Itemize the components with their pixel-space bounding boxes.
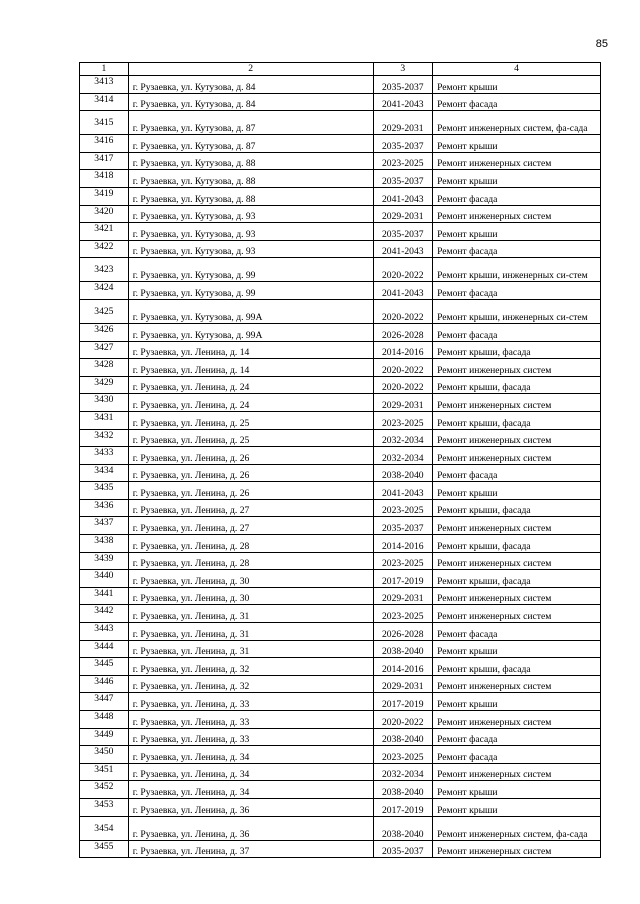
period-cell: 2023-2025 xyxy=(373,411,433,429)
row-number-cell: 3430 xyxy=(80,394,129,412)
row-number-cell: 3435 xyxy=(80,482,129,500)
work-type-cell: Ремонт фасада xyxy=(433,728,601,746)
table-row xyxy=(80,170,601,188)
table-row xyxy=(80,223,601,241)
table-row xyxy=(80,640,601,658)
period-cell: 2041-2043 xyxy=(373,282,433,300)
row-number-cell: 3415 xyxy=(80,111,129,135)
row-number-cell: 3431 xyxy=(80,411,129,429)
address-cell: г. Рузаевка, ул. Ленина, д. 26 xyxy=(128,447,373,465)
work-type-cell: Ремонт инженерных систем xyxy=(433,840,601,858)
period-cell: 2014-2016 xyxy=(373,341,433,359)
work-type-cell: Ремонт фасада xyxy=(433,746,601,764)
work-type-cell: Ремонт инженерных систем xyxy=(433,359,601,377)
address-cell: г. Рузаевка, ул. Кутузова, д. 88 xyxy=(128,152,373,170)
address-cell: г. Рузаевка, ул. Ленина, д. 34 xyxy=(128,763,373,781)
period-cell: 2017-2019 xyxy=(373,693,433,711)
period-cell: 2026-2028 xyxy=(373,323,433,341)
work-type-cell: Ремонт крыши, фасада xyxy=(433,570,601,588)
row-number-cell: 3442 xyxy=(80,605,129,623)
work-type-cell: Ремонт инженерных систем xyxy=(433,394,601,412)
period-cell: 2020-2022 xyxy=(373,359,433,377)
period-cell: 2026-2028 xyxy=(373,623,433,641)
work-type-cell: Ремонт инженерных систем xyxy=(433,587,601,605)
row-number-cell: 3448 xyxy=(80,711,129,729)
row-number-cell: 3434 xyxy=(80,464,129,482)
table-row xyxy=(80,376,601,394)
address-cell: г. Рузаевка, ул. Ленина, д. 31 xyxy=(128,640,373,658)
period-cell: 2020-2022 xyxy=(373,299,433,323)
address-cell: г. Рузаевка, ул. Ленина, д. 36 xyxy=(128,798,373,816)
row-number-cell: 3426 xyxy=(80,323,129,341)
table-row xyxy=(80,499,601,517)
work-type-cell: Ремонт инженерных систем xyxy=(433,447,601,465)
table-row xyxy=(80,728,601,746)
row-number-cell: 3420 xyxy=(80,205,129,223)
work-type-cell: Ремонт фасада xyxy=(433,464,601,482)
row-number-cell: 3444 xyxy=(80,640,129,658)
period-cell: 2038-2040 xyxy=(373,781,433,799)
row-number-cell: 3416 xyxy=(80,135,129,153)
row-number-cell: 3428 xyxy=(80,359,129,377)
address-cell: г. Рузаевка, ул. Кутузова, д. 99А xyxy=(128,323,373,341)
address-cell: г. Рузаевка, ул. Ленина, д. 32 xyxy=(128,658,373,676)
row-number-cell: 3424 xyxy=(80,282,129,300)
work-type-cell: Ремонт фасада xyxy=(433,93,601,111)
work-type-cell: Ремонт крыши xyxy=(433,640,601,658)
table-row xyxy=(80,205,601,223)
address-cell: г. Рузаевка, ул. Ленина, д. 25 xyxy=(128,411,373,429)
period-cell: 2029-2031 xyxy=(373,394,433,412)
period-cell: 2038-2040 xyxy=(373,640,433,658)
period-cell: 2032-2034 xyxy=(373,447,433,465)
row-number-cell: 3423 xyxy=(80,258,129,282)
row-number-cell: 3421 xyxy=(80,223,129,241)
work-type-cell: Ремонт инженерных систем, фа-сада xyxy=(433,111,601,135)
work-type-cell: Ремонт фасада xyxy=(433,282,601,300)
work-type-cell: Ремонт крыши, инженерных си-стем xyxy=(433,299,601,323)
row-number-cell: 3425 xyxy=(80,299,129,323)
work-type-cell: Ремонт инженерных систем xyxy=(433,517,601,535)
address-cell: г. Рузаевка, ул. Кутузова, д. 88 xyxy=(128,187,373,205)
address-cell: г. Рузаевка, ул. Ленина, д. 36 xyxy=(128,816,373,840)
address-cell: г. Рузаевка, ул. Ленина, д. 33 xyxy=(128,693,373,711)
row-number-cell: 3451 xyxy=(80,763,129,781)
work-type-cell: Ремонт крыши xyxy=(433,170,601,188)
row-number-cell: 3433 xyxy=(80,447,129,465)
address-cell: г. Рузаевка, ул. Ленина, д. 37 xyxy=(128,840,373,858)
table-row xyxy=(80,816,601,840)
table-row xyxy=(80,359,601,377)
table-row xyxy=(80,482,601,500)
table-row xyxy=(80,675,601,693)
table-row xyxy=(80,111,601,135)
table-row xyxy=(80,299,601,323)
period-cell: 2041-2043 xyxy=(373,187,433,205)
work-type-cell: Ремонт инженерных систем xyxy=(433,605,601,623)
work-type-cell: Ремонт фасада xyxy=(433,240,601,258)
row-number-cell: 3443 xyxy=(80,623,129,641)
address-cell: г. Рузаевка, ул. Ленина, д. 30 xyxy=(128,570,373,588)
period-cell: 2035-2037 xyxy=(373,76,433,94)
work-type-cell: Ремонт крыши, фасада xyxy=(433,535,601,553)
row-number-cell: 3441 xyxy=(80,587,129,605)
row-number-cell: 3429 xyxy=(80,376,129,394)
address-cell: г. Рузаевка, ул. Ленина, д. 27 xyxy=(128,517,373,535)
table-row xyxy=(80,93,601,111)
table-row xyxy=(80,693,601,711)
table-row xyxy=(80,781,601,799)
period-cell: 2023-2025 xyxy=(373,152,433,170)
address-cell: г. Рузаевка, ул. Ленина, д. 34 xyxy=(128,746,373,764)
period-cell: 2014-2016 xyxy=(373,658,433,676)
period-cell: 2038-2040 xyxy=(373,464,433,482)
row-number-cell: 3413 xyxy=(80,76,129,94)
table-header-row xyxy=(80,63,601,76)
address-cell: г. Рузаевка, ул. Кутузова, д. 84 xyxy=(128,93,373,111)
row-number-cell: 3414 xyxy=(80,93,129,111)
period-cell: 2038-2040 xyxy=(373,816,433,840)
address-cell: г. Рузаевка, ул. Кутузова, д. 93 xyxy=(128,240,373,258)
period-cell: 2020-2022 xyxy=(373,258,433,282)
row-number-cell: 3440 xyxy=(80,570,129,588)
address-cell: г. Рузаевка, ул. Ленина, д. 34 xyxy=(128,781,373,799)
address-cell: г. Рузаевка, ул. Ленина, д. 26 xyxy=(128,464,373,482)
table-row xyxy=(80,623,601,641)
table-row xyxy=(80,517,601,535)
table-row xyxy=(80,429,601,447)
address-cell: г. Рузаевка, ул. Кутузова, д. 87 xyxy=(128,111,373,135)
table-row xyxy=(80,711,601,729)
work-type-cell: Ремонт фасада xyxy=(433,187,601,205)
period-cell: 2014-2016 xyxy=(373,535,433,553)
table-row xyxy=(80,763,601,781)
row-number-cell: 3455 xyxy=(80,840,129,858)
period-cell: 2029-2031 xyxy=(373,675,433,693)
row-number-cell: 3432 xyxy=(80,429,129,447)
row-number-cell: 3438 xyxy=(80,535,129,553)
table-row xyxy=(80,341,601,359)
period-cell: 2035-2037 xyxy=(373,135,433,153)
table-row xyxy=(80,570,601,588)
address-cell: г. Рузаевка, ул. Ленина, д. 30 xyxy=(128,587,373,605)
work-type-cell: Ремонт инженерных систем xyxy=(433,711,601,729)
work-type-cell: Ремонт инженерных систем xyxy=(433,675,601,693)
header-cell: 1 xyxy=(80,63,129,76)
address-cell: г. Рузаевка, ул. Ленина, д. 33 xyxy=(128,728,373,746)
table-row xyxy=(80,394,601,412)
period-cell: 2041-2043 xyxy=(373,240,433,258)
row-number-cell: 3445 xyxy=(80,658,129,676)
capital-repair-table xyxy=(79,62,601,858)
table-row xyxy=(80,605,601,623)
work-type-cell: Ремонт инженерных систем, фа-сада xyxy=(433,816,601,840)
table-row xyxy=(80,76,601,94)
period-cell: 2035-2037 xyxy=(373,223,433,241)
table-row xyxy=(80,240,601,258)
period-cell: 2020-2022 xyxy=(373,711,433,729)
period-cell: 2017-2019 xyxy=(373,798,433,816)
period-cell: 2035-2037 xyxy=(373,840,433,858)
period-cell: 2035-2037 xyxy=(373,517,433,535)
period-cell: 2032-2034 xyxy=(373,763,433,781)
work-type-cell: Ремонт крыши, фасада xyxy=(433,341,601,359)
address-cell: г. Рузаевка, ул. Ленина, д. 28 xyxy=(128,552,373,570)
work-type-cell: Ремонт фасада xyxy=(433,323,601,341)
address-cell: г. Рузаевка, ул. Ленина, д. 27 xyxy=(128,499,373,517)
address-cell: г. Рузаевка, ул. Кутузова, д. 87 xyxy=(128,135,373,153)
work-type-cell: Ремонт инженерных систем xyxy=(433,763,601,781)
table-row xyxy=(80,552,601,570)
period-cell: 2029-2031 xyxy=(373,111,433,135)
row-number-cell: 3447 xyxy=(80,693,129,711)
period-cell: 2023-2025 xyxy=(373,746,433,764)
address-cell: г. Рузаевка, ул. Ленина, д. 14 xyxy=(128,359,373,377)
work-type-cell: Ремонт крыши xyxy=(433,135,601,153)
address-cell: г. Рузаевка, ул. Ленина, д. 31 xyxy=(128,623,373,641)
work-type-cell: Ремонт крыши, фасада xyxy=(433,411,601,429)
header-cell: 2 xyxy=(128,63,373,76)
address-cell: г. Рузаевка, ул. Кутузова, д. 93 xyxy=(128,223,373,241)
table-row xyxy=(80,840,601,858)
address-cell: г. Рузаевка, ул. Ленина, д. 32 xyxy=(128,675,373,693)
row-number-cell: 3418 xyxy=(80,170,129,188)
table-row xyxy=(80,323,601,341)
table-row xyxy=(80,535,601,553)
period-cell: 2029-2031 xyxy=(373,587,433,605)
table-row xyxy=(80,587,601,605)
work-type-cell: Ремонт инженерных систем xyxy=(433,152,601,170)
table-row xyxy=(80,798,601,816)
row-number-cell: 3446 xyxy=(80,675,129,693)
table-row xyxy=(80,746,601,764)
period-cell: 2023-2025 xyxy=(373,552,433,570)
work-type-cell: Ремонт крыши xyxy=(433,76,601,94)
address-cell: г. Рузаевка, ул. Кутузова, д. 99 xyxy=(128,282,373,300)
table-row xyxy=(80,152,601,170)
period-cell: 2023-2025 xyxy=(373,499,433,517)
work-type-cell: Ремонт крыши, фасада xyxy=(433,376,601,394)
address-cell: г. Рузаевка, ул. Кутузова, д. 99А xyxy=(128,299,373,323)
row-number-cell: 3437 xyxy=(80,517,129,535)
address-cell: г. Рузаевка, ул. Ленина, д. 28 xyxy=(128,535,373,553)
table-row xyxy=(80,187,601,205)
table-row xyxy=(80,135,601,153)
work-type-cell: Ремонт крыши xyxy=(433,798,601,816)
row-number-cell: 3419 xyxy=(80,187,129,205)
period-cell: 2035-2037 xyxy=(373,170,433,188)
table-row xyxy=(80,411,601,429)
work-type-cell: Ремонт крыши xyxy=(433,482,601,500)
table-row xyxy=(80,447,601,465)
header-cell: 3 xyxy=(373,63,433,76)
row-number-cell: 3450 xyxy=(80,746,129,764)
work-type-cell: Ремонт крыши, фасада xyxy=(433,499,601,517)
row-number-cell: 3427 xyxy=(80,341,129,359)
period-cell: 2041-2043 xyxy=(373,93,433,111)
row-number-cell: 3417 xyxy=(80,152,129,170)
row-number-cell: 3436 xyxy=(80,499,129,517)
table-row xyxy=(80,282,601,300)
work-type-cell: Ремонт крыши, инженерных си-стем xyxy=(433,258,601,282)
address-cell: г. Рузаевка, ул. Ленина, д. 25 xyxy=(128,429,373,447)
table-row xyxy=(80,258,601,282)
address-cell: г. Рузаевка, ул. Ленина, д. 33 xyxy=(128,711,373,729)
work-type-cell: Ремонт крыши xyxy=(433,223,601,241)
table-row xyxy=(80,658,601,676)
period-cell: 2041-2043 xyxy=(373,482,433,500)
address-cell: г. Рузаевка, ул. Ленина, д. 26 xyxy=(128,482,373,500)
period-cell: 2029-2031 xyxy=(373,205,433,223)
row-number-cell: 3449 xyxy=(80,728,129,746)
address-cell: г. Рузаевка, ул. Кутузова, д. 88 xyxy=(128,170,373,188)
row-number-cell: 3454 xyxy=(80,816,129,840)
period-cell: 2038-2040 xyxy=(373,728,433,746)
address-cell: г. Рузаевка, ул. Ленина, д. 24 xyxy=(128,394,373,412)
address-cell: г. Рузаевка, ул. Ленина, д. 24 xyxy=(128,376,373,394)
page-number: 85 xyxy=(595,38,608,50)
row-number-cell: 3422 xyxy=(80,240,129,258)
work-type-cell: Ремонт крыши xyxy=(433,781,601,799)
period-cell: 2032-2034 xyxy=(373,429,433,447)
period-cell: 2023-2025 xyxy=(373,605,433,623)
work-type-cell: Ремонт крыши xyxy=(433,693,601,711)
work-type-cell: Ремонт инженерных систем xyxy=(433,205,601,223)
row-number-cell: 3452 xyxy=(80,781,129,799)
work-type-cell: Ремонт инженерных систем xyxy=(433,429,601,447)
address-cell: г. Рузаевка, ул. Ленина, д. 14 xyxy=(128,341,373,359)
address-cell: г. Рузаевка, ул. Кутузова, д. 93 xyxy=(128,205,373,223)
work-type-cell: Ремонт инженерных систем xyxy=(433,552,601,570)
row-number-cell: 3453 xyxy=(80,798,129,816)
address-cell: г. Рузаевка, ул. Кутузова, д. 84 xyxy=(128,76,373,94)
period-cell: 2020-2022 xyxy=(373,376,433,394)
address-cell: г. Рузаевка, ул. Кутузова, д. 99 xyxy=(128,258,373,282)
table-row xyxy=(80,464,601,482)
work-type-cell: Ремонт фасада xyxy=(433,623,601,641)
period-cell: 2017-2019 xyxy=(373,570,433,588)
row-number-cell: 3439 xyxy=(80,552,129,570)
work-type-cell: Ремонт крыши, фасада xyxy=(433,658,601,676)
address-cell: г. Рузаевка, ул. Ленина, д. 31 xyxy=(128,605,373,623)
header-cell: 4 xyxy=(433,63,601,76)
